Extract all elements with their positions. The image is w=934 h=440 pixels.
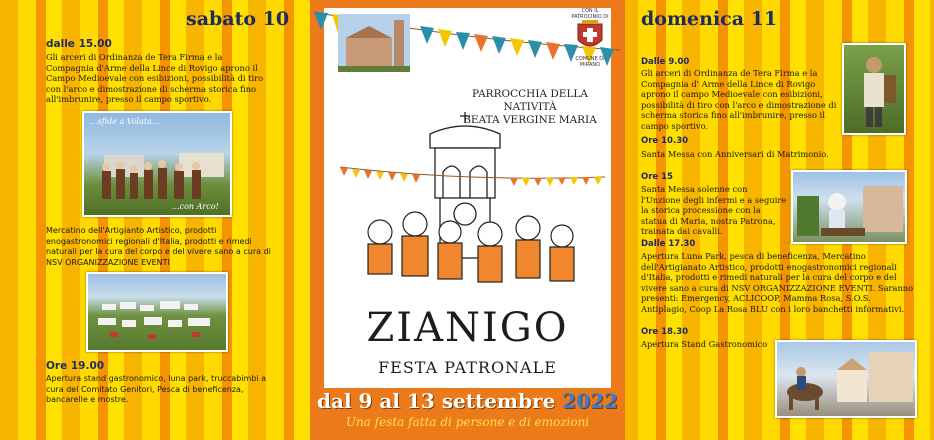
procession-photo [791, 170, 907, 244]
municipality-logo [566, 8, 614, 68]
photo-caption-bottom: ...con Arco! [172, 202, 219, 211]
section-body-dalle-9: Gli arceri di Ordinanza de Tera Firma e la Compagnia d' Arme della Lince di Rovigo aprono il campo Medioevale con esibizioni, possibilità di tiro con l'arco e dimostrazione di scherma storica fino all'imbrunire, presso il campo sportivo. [641, 68, 837, 131]
knight-illustration [844, 45, 904, 133]
event-subtitle: FESTA PATRONALE [378, 358, 557, 377]
day-title-saturday: sabato 10 [186, 8, 290, 30]
event-tagline: Una festa fatta di persone e di emozioni [345, 415, 590, 429]
section-body-dalle-15: Gli arceri di Ordinanza de Tera Firma e la Compagnia d'Arme della Lince di Rovigo aprono il Campo Medioevale con esibizioni, possibilità di tiro con l'arco e dimostrazione di scherma storica fino all'imbrunire, presso il campo sportivo. [46, 52, 264, 104]
event-title: ZIANIGO [366, 305, 569, 351]
section-title-ore-18-30: Ore 18.30 [641, 327, 689, 337]
section-title-dalle-15: dalle 15.00 [46, 38, 112, 50]
archers-photo-illustration [84, 113, 230, 215]
event-dates [310, 389, 625, 413]
bell-tower-crowd-drawing [340, 112, 605, 302]
market-aerial-photo [86, 272, 228, 352]
day-title-sunday: domenica 11 [641, 8, 778, 30]
section-title-ore-19: Ore 19.00 [46, 360, 105, 372]
parish-line1: PARROCCHIA DELLA NATIVITÀ [471, 88, 588, 113]
archers-photo [82, 111, 232, 217]
section-title-dalle-17-30: Dalle 17.30 [641, 239, 696, 249]
coat-of-arms-icon [575, 20, 605, 54]
logo-patronage-text: CON IL PATROCINIO DI [571, 8, 609, 20]
event-dates-text: dal 9 al 13 settembre [317, 389, 556, 413]
horse-parade-photo [775, 340, 917, 418]
event-year: 2022 [562, 389, 618, 413]
procession-illustration [793, 172, 905, 242]
section-title-dalle-9: Dalle 9.00 [641, 57, 690, 67]
market-aerial-illustration [88, 274, 226, 350]
section-body-ore-18-30: Apertura Stand Gastronomico [641, 339, 768, 349]
section-title-ore-15: Ore 15 [641, 172, 673, 182]
photo-caption-top: ...sfide a Volata... [90, 117, 160, 126]
parish-line2: BEATA VERGINE MARIA [463, 114, 597, 126]
horse-parade-illustration [777, 342, 915, 416]
section-body-mercatino: Mercatino dell'Artigianto Artistico, prodotti enogastronomici regionali d'Italia, prodotti e rimedi naturali per la cura del corpo e del vivere sano a cura di NSV ORGANIZZAZIONE EVENTI [46, 226, 271, 267]
section-body-ore-15: Santa Messa solenne con l'Unzione degli infermi e a seguire la storica processione con la statua di Maria, nostra Patrona, trainata dai cavalli. [641, 184, 787, 236]
logo-municipality-text: COMUNE DI MIRANO [575, 56, 605, 68]
section-title-ore-10-30: Ore 10.30 [641, 136, 689, 146]
right-panel-sunday [625, 0, 934, 440]
section-body-ore-10-30: Santa Messa con Anniversari di Matrimonio. [641, 149, 829, 159]
knight-photo [842, 43, 906, 135]
section-body-dalle-17-30: Apertura Luna Park, pesca di beneficenza, Mercatino dell'Artigianato Artistico, prodotti enogastronomici regionali d'Italia, prodotti e rimedi naturali per la cura del corpo e del vivere sano a cura di NSV ORGANIZZAZIONE EVENTI. Saranno presenti: Emergency, ACLICOOP, Mamma Rosa, S.O.S. Antiplagio, Coop La Rosa BLU con i loro banchetti informativi. [641, 251, 914, 314]
section-body-ore-19: Apertura stand gastronomico, luna park, truccabimbi a cura del Comitato Genitori, Pesca di beneficenza, bancarelle e mostre. [46, 374, 267, 404]
left-panel-saturday [0, 0, 310, 440]
